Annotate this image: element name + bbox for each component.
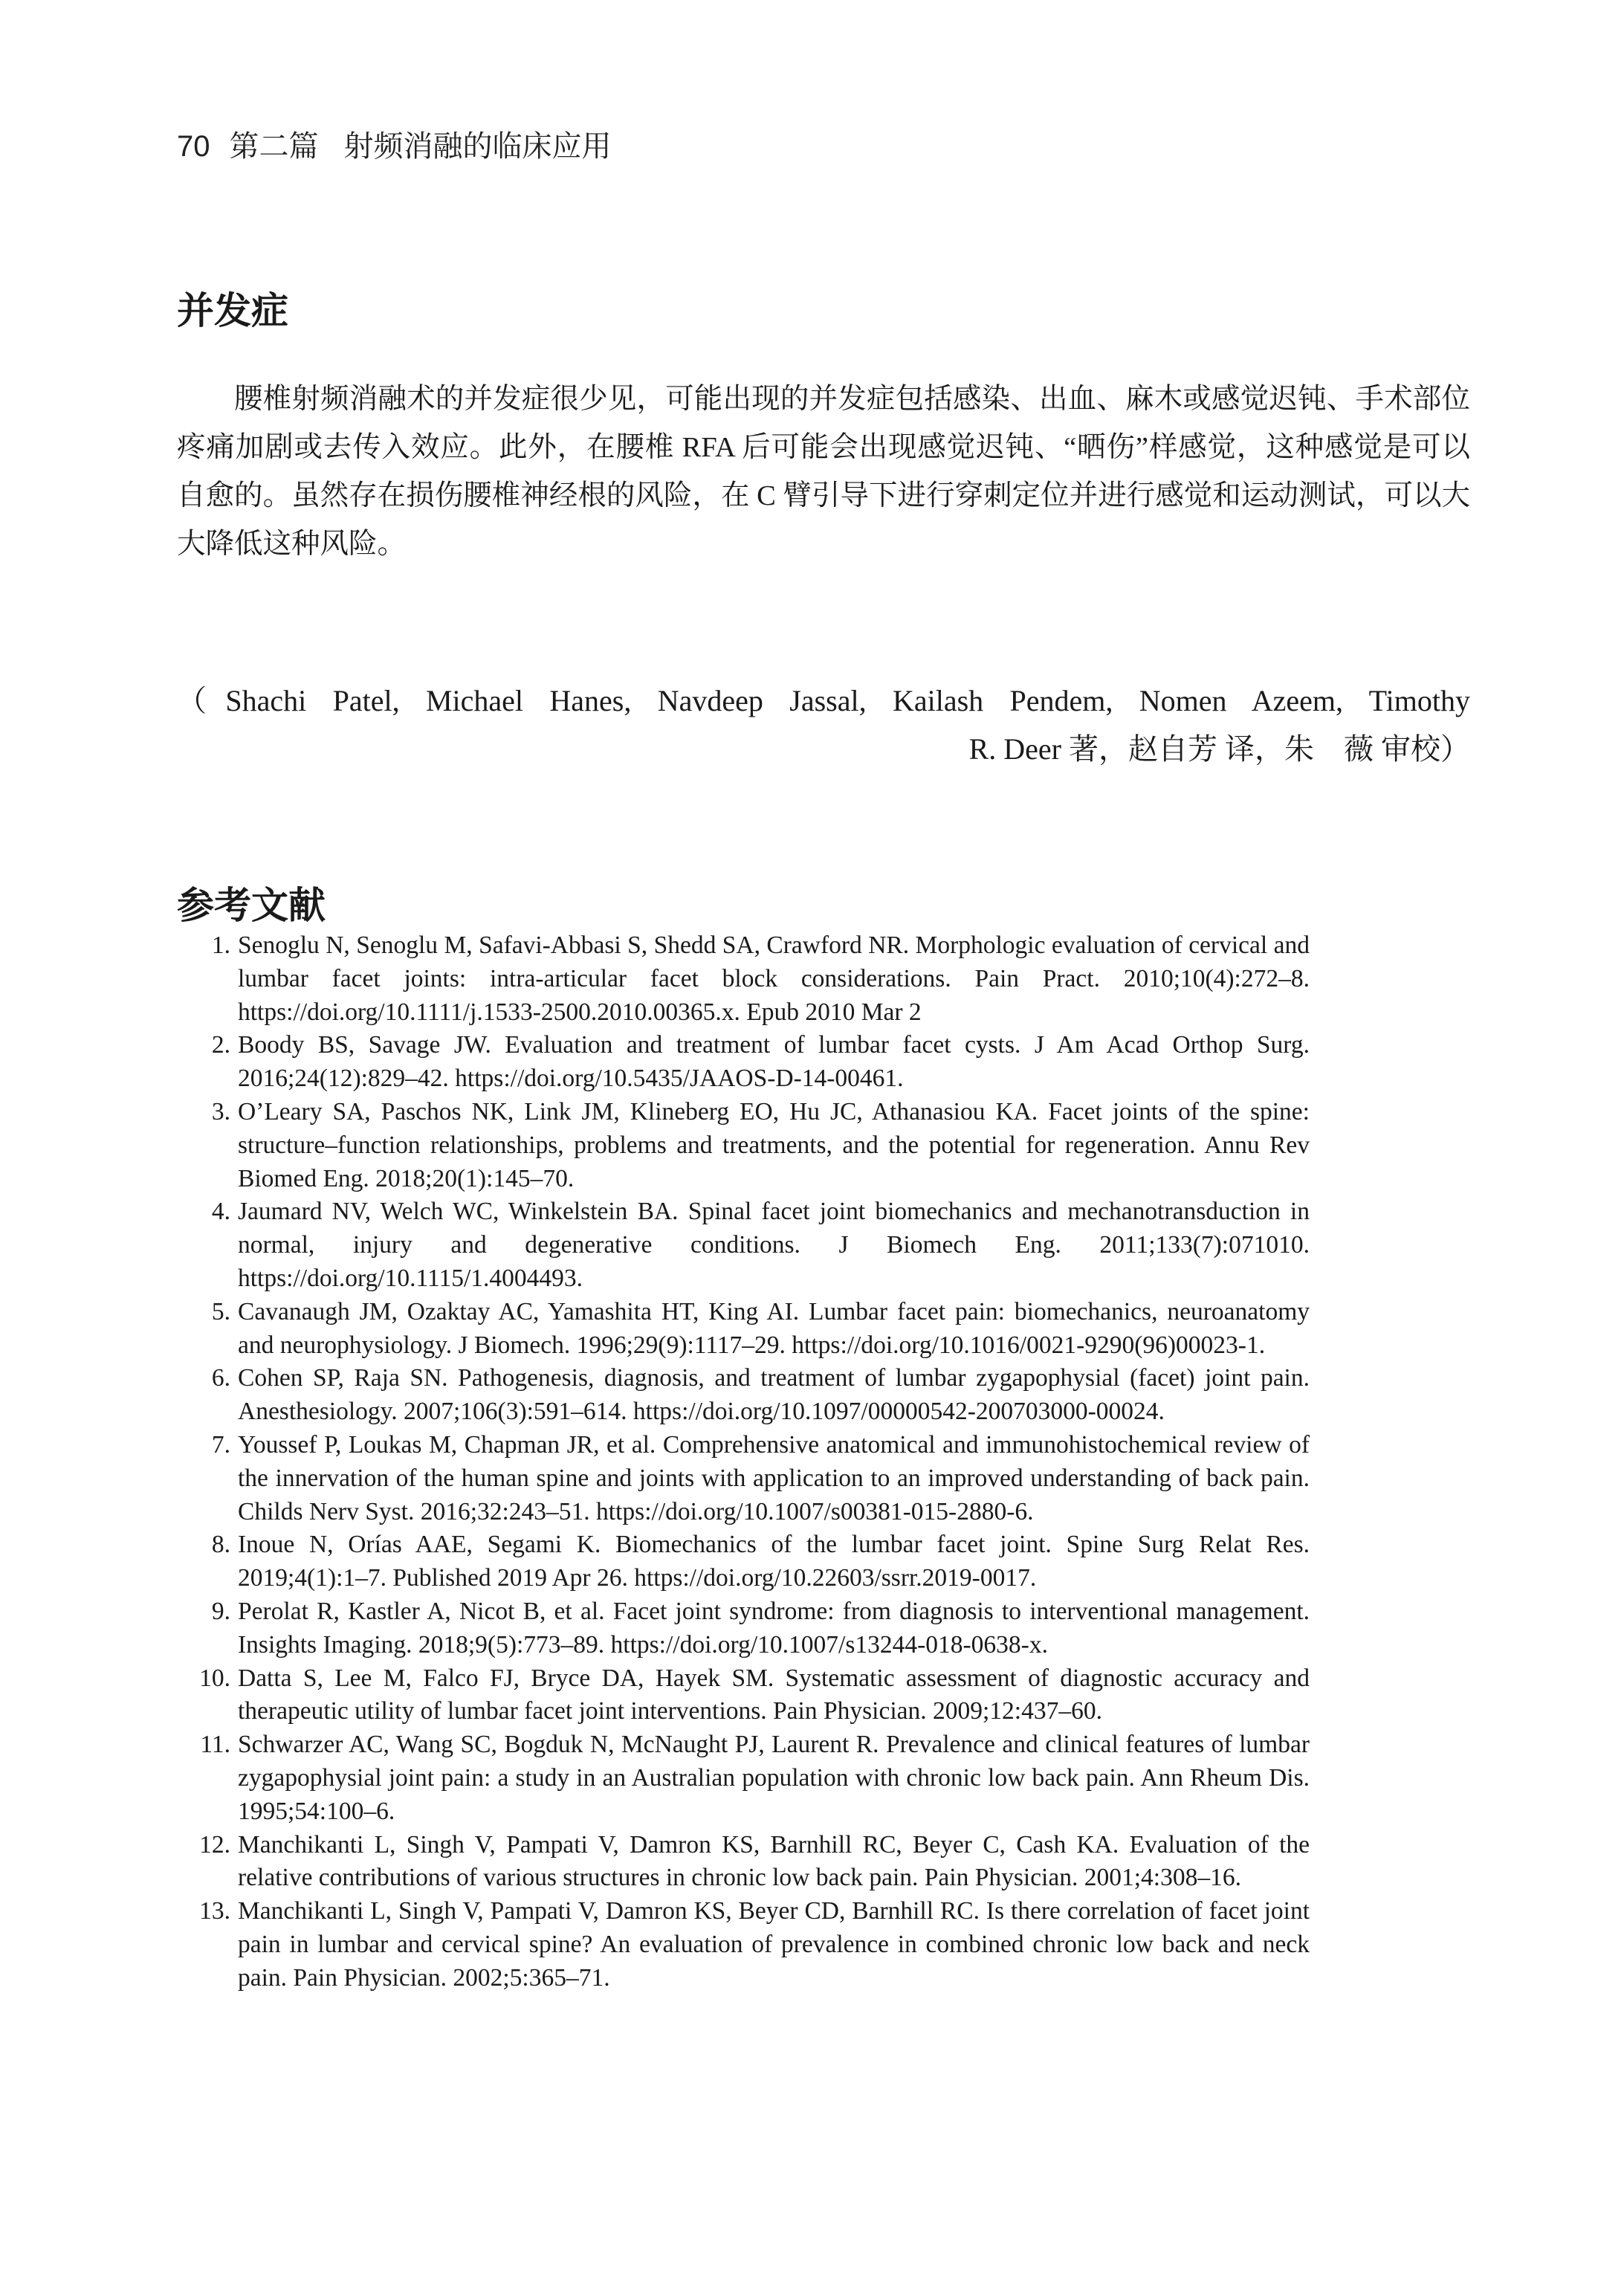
reference-text: O’Leary SA, Paschos NK, Link JM, Klineberg EO, Hu JC, Athanasiou KA. Facet joints of the spine: structure–function relationships, problems and treatments, and the potential for regeneration. Annu Rev Biomed Eng. 2018;20(1):145–70. <box>238 1097 1310 1192</box>
reference-item <box>195 1662 1310 1729</box>
attribution-line-2: R. Deer 著，赵自芳 译，朱 薇 审校） <box>968 732 1470 766</box>
reference-number: 9. <box>211 1597 230 1625</box>
reference-number: 2. <box>211 1031 230 1059</box>
reference-item <box>195 1362 1310 1429</box>
references-heading: 参考文献 <box>177 884 326 927</box>
chapter-title: 射频消融的临床应用 <box>343 130 612 163</box>
reference-item <box>195 1895 1310 1995</box>
reference-text: Cavanaugh JM, Ozaktay AC, Yamashita HT, King AI. Lumbar facet pain: biomechanics, neuroanatomy and neurophysiology. J Biomech. 1996;29(9):1117–29. https://doi.org/10.1016/0021-9290(96)00023-1. <box>238 1297 1310 1359</box>
reference-number: 6. <box>211 1364 230 1392</box>
reference-text: Youssef P, Loukas M, Chapman JR, et al. Comprehensive anatomical and immunohistochemical review of the innervation of the human spine and joints with application to an improved understanding of back pain. Childs Nerv Syst. 2016;32:243–51. https://doi.org/10.1007/s00381-015-2880-6. <box>238 1430 1310 1525</box>
reference-item <box>195 929 1310 1029</box>
reference-item <box>195 1029 1310 1096</box>
attribution-line-1: （Shachi Patel, Michael Hanes, Navdeep Jassal, Kailash Pendem, Nomen Azeem, Timothy <box>177 684 1470 717</box>
reference-text: Boody BS, Savage JW. Evaluation and treatment of lumbar facet cysts. J Am Acad Orthop Surg. 2016;24(12):829–42. https://doi.org/10.5435/JAAOS-D-14-00461. <box>238 1031 1310 1093</box>
reference-text: Cohen SP, Raja SN. Pathogenesis, diagnosis, and treatment of lumbar zygapophysial (facet) joint pain. Anesthesiology. 2007;106(3):591–614. https://doi.org/10.1097/00000542-200703000-00024. <box>238 1364 1310 1426</box>
complications-heading: 并发症 <box>177 289 288 332</box>
reference-text: Schwarzer AC, Wang SC, Bogduk N, McNaught PJ, Laurent R. Prevalence and clinical features of lumbar zygapophysial joint pain: a study in an Australian population with chronic low back pain. Ann Rheum Dis. 1995;54:100–6. <box>238 1731 1310 1825</box>
running-header <box>177 123 612 165</box>
reference-text: Manchikanti L, Singh V, Pampati V, Damron KS, Barnhill RC, Beyer C, Cash KA. Evaluation of the relative contributions of various structures in chronic low back pain. Pain Physician. 2001;4:308–16. <box>238 1830 1310 1892</box>
complications-paragraph: 腰椎射频消融术的并发症很少见，可能出现的并发症包括感染、出血、麻木或感觉迟钝、手术部位疼痛加剧或去传入效应。此外，在腰椎 RFA 后可能会出现感觉迟钝、“晒伤”样感觉，这种感觉是可以自愈的。虽然存在损伤腰椎神经根的风险，在 C 臂引导下进行穿刺定位并进行感觉和运动测试，可以大大降低这种风险。 <box>177 384 1470 560</box>
reference-list <box>195 929 1310 1995</box>
reference-text: Inoue N, Orías AAE, Segami K. Biomechanics of the lumbar facet joint. Spine Surg Relat Res. 2019;4(1):1–7. Published 2019 Apr 26. https://doi.org/10.22603/ssrr.2019-0017. <box>238 1531 1310 1592</box>
reference-number: 7. <box>211 1430 230 1459</box>
reference-text: Perolat R, Kastler A, Nicot B, et al. Facet joint syndrome: from diagnosis to interventional management. Insights Imaging. 2018;9(5):773–89. https://doi.org/10.1007/s13244-018-0638-x. <box>238 1597 1310 1659</box>
reference-number: 11. <box>200 1731 230 1759</box>
reference-item <box>195 1429 1310 1528</box>
reference-number: 3. <box>211 1097 230 1126</box>
reference-text: Jaumard NV, Welch WC, Winkelstein BA. Spinal facet joint biomechanics and mechanotransduction in normal, injury and degenerative conditions. J Biomech Eng. 2011;133(7):071010. https://doi.org/10.1115/1.4004493. <box>238 1198 1310 1292</box>
reference-item <box>195 1528 1310 1595</box>
reference-number: 1. <box>211 931 230 959</box>
reference-text: Datta S, Lee M, Falco FJ, Bryce DA, Hayek SM. Systematic assessment of diagnostic accuracy and therapeutic utility of lumbar facet joint interventions. Pain Physician. 2009;12:437–60. <box>238 1664 1310 1725</box>
reference-number: 4. <box>211 1198 230 1226</box>
reference-number: 8. <box>211 1531 230 1559</box>
reference-item <box>195 1829 1310 1896</box>
reference-text: Manchikanti L, Singh V, Pampati V, Damron KS, Beyer CD, Barnhill RC. Is there correlation of facet joint pain in lumbar and cervical spine? An evaluation of prevalence in combined chronic low back and neck pain. Pain Physician. 2002;5:365–71. <box>238 1897 1310 1992</box>
reference-number: 13. <box>199 1897 230 1925</box>
page-number: 70 <box>177 130 210 163</box>
part-label: 第二篇 <box>229 130 319 163</box>
reference-item <box>195 1096 1310 1195</box>
reference-item <box>195 1728 1310 1828</box>
author-attribution <box>177 676 1470 773</box>
reference-item <box>195 1195 1310 1295</box>
reference-number: 5. <box>211 1297 230 1325</box>
reference-item <box>195 1296 1310 1363</box>
reference-number: 10. <box>199 1664 230 1692</box>
reference-item <box>195 1595 1310 1662</box>
reference-text: Senoglu N, Senoglu M, Safavi-Abbasi S, Shedd SA, Crawford NR. Morphologic evaluation of cervical and lumbar facet joints: intra-articular facet block considerations. Pain Pract. 2010;10(4):272–8. https://doi.org/10.1111/j.1533-2500.2010.00365.x. Epub 2010 Mar 2 <box>238 931 1310 1026</box>
reference-number: 12. <box>199 1830 230 1859</box>
